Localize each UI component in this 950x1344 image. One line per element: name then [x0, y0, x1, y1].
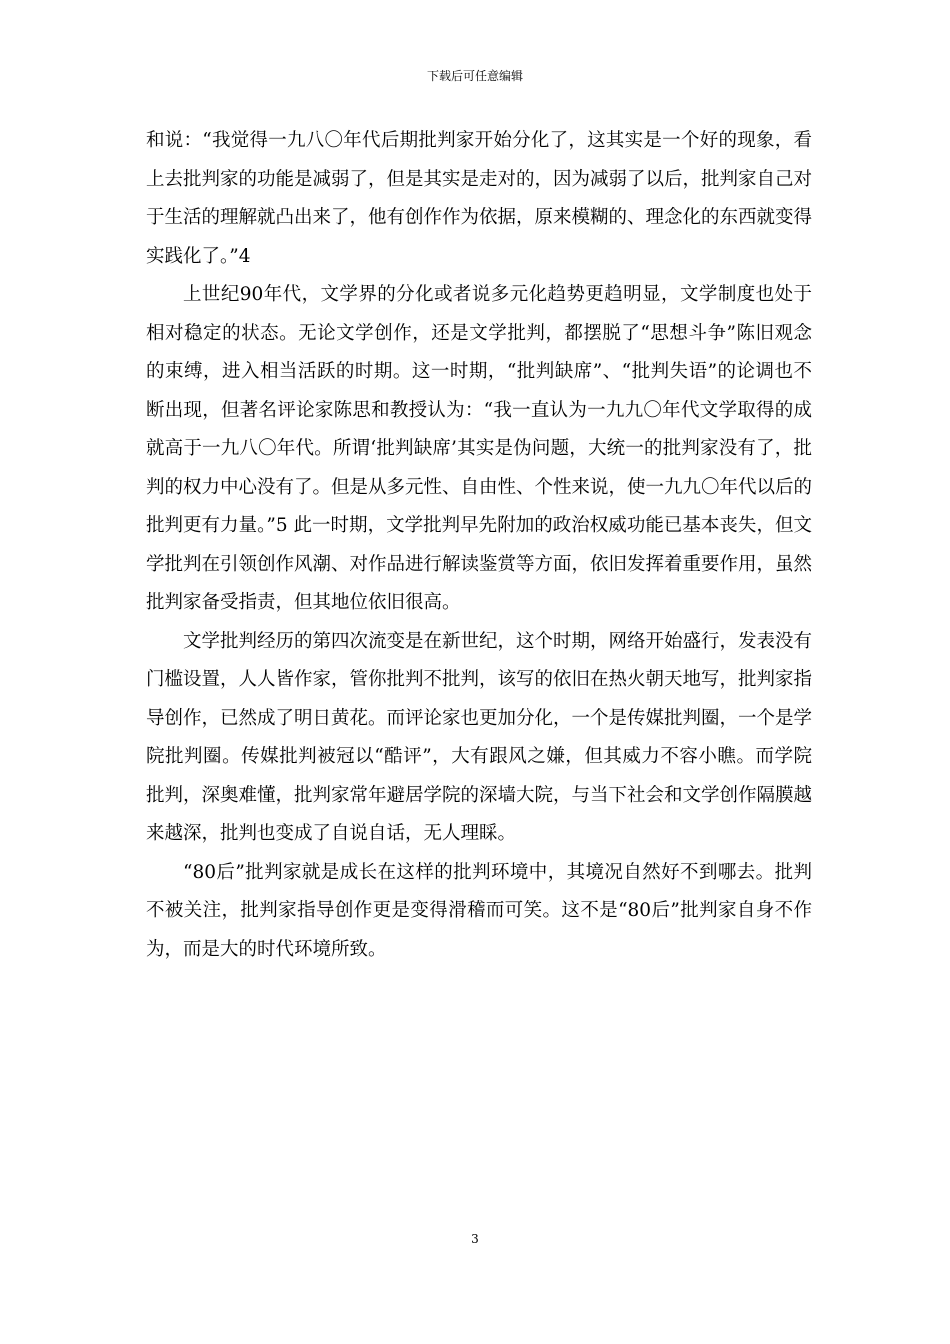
page-header: 下载后可任意编辑 [426, 69, 523, 83]
paragraph-new-century: 文学批判经历的第四次流变是在新世纪，这个时期，网络开始盛行，发表没有门槛设置，人人皆作家，管你批判不批判，该写的依旧在热火朝天地写，批判家指导创作，已然成了明日黄花。而评论家也更加分化，一个是传媒批判圈，一个是学院批判圈。传媒批判被冠以“酷评”，大有跟风之嫌，但其威力不容小瞧。而学院批判，深奥难懂，批判家常年避居学院的深墙大院，与当下社会和文学创作隔膜越来越深，批判也变成了自说自话，无人理睬。 [146, 630, 813, 844]
document-body [146, 122, 812, 969]
page-number: 3 [471, 1232, 479, 1246]
paragraph-post-80s: “80后”批判家就是成长在这样的批判环境中，其境况自然好不到哪去。批判不被关注，批判家指导创作更是变得滑稽而可笑。这不是“80后”批判家自身不作为，而是大的时代环境所致。 [146, 861, 812, 960]
paragraph-1990s: 上世纪90年代，文学界的分化或者说多元化趋势更趋明显，文学制度也处于相对稳定的状态。无论文学创作，还是文学批判，都摆脱了“思想斗争”陈旧观念的束缚，进入相当活跃的时期。这一时期，“批判缺席”、“批判失语”的论调也不断出现，但著名评论家陈思和教授认为：“我一直认为一九九〇年代文学取得的成就高于一九八〇年代。所谓‘批判缺席’其实是伪问题，大统一的批判家没有了，批判的权力中心没有了。但是从多元性、自由性、个性来说，使一九九〇年代以后的批判更有力量。”5 此一时期，文学批判早先附加的政治权威功能已基本丧失，但文学批判在引领创作风潮、对作品进行解读鉴赏等方面，依旧发挥着重要作用，虽然批判家备受指责，但其地位依旧很高。 [146, 284, 813, 613]
paragraph-continuation: 和说：“我觉得一九八〇年代后期批判家开始分化了，这其实是一个好的现象，看上去批判家的功能是减弱了，但是其实是走对的，因为减弱了以后，批判家自己对于生活的理解就凸出来了，他有创作作为依据，原来模糊的、理念化的东西就变得实践化了。”4 [146, 130, 813, 267]
